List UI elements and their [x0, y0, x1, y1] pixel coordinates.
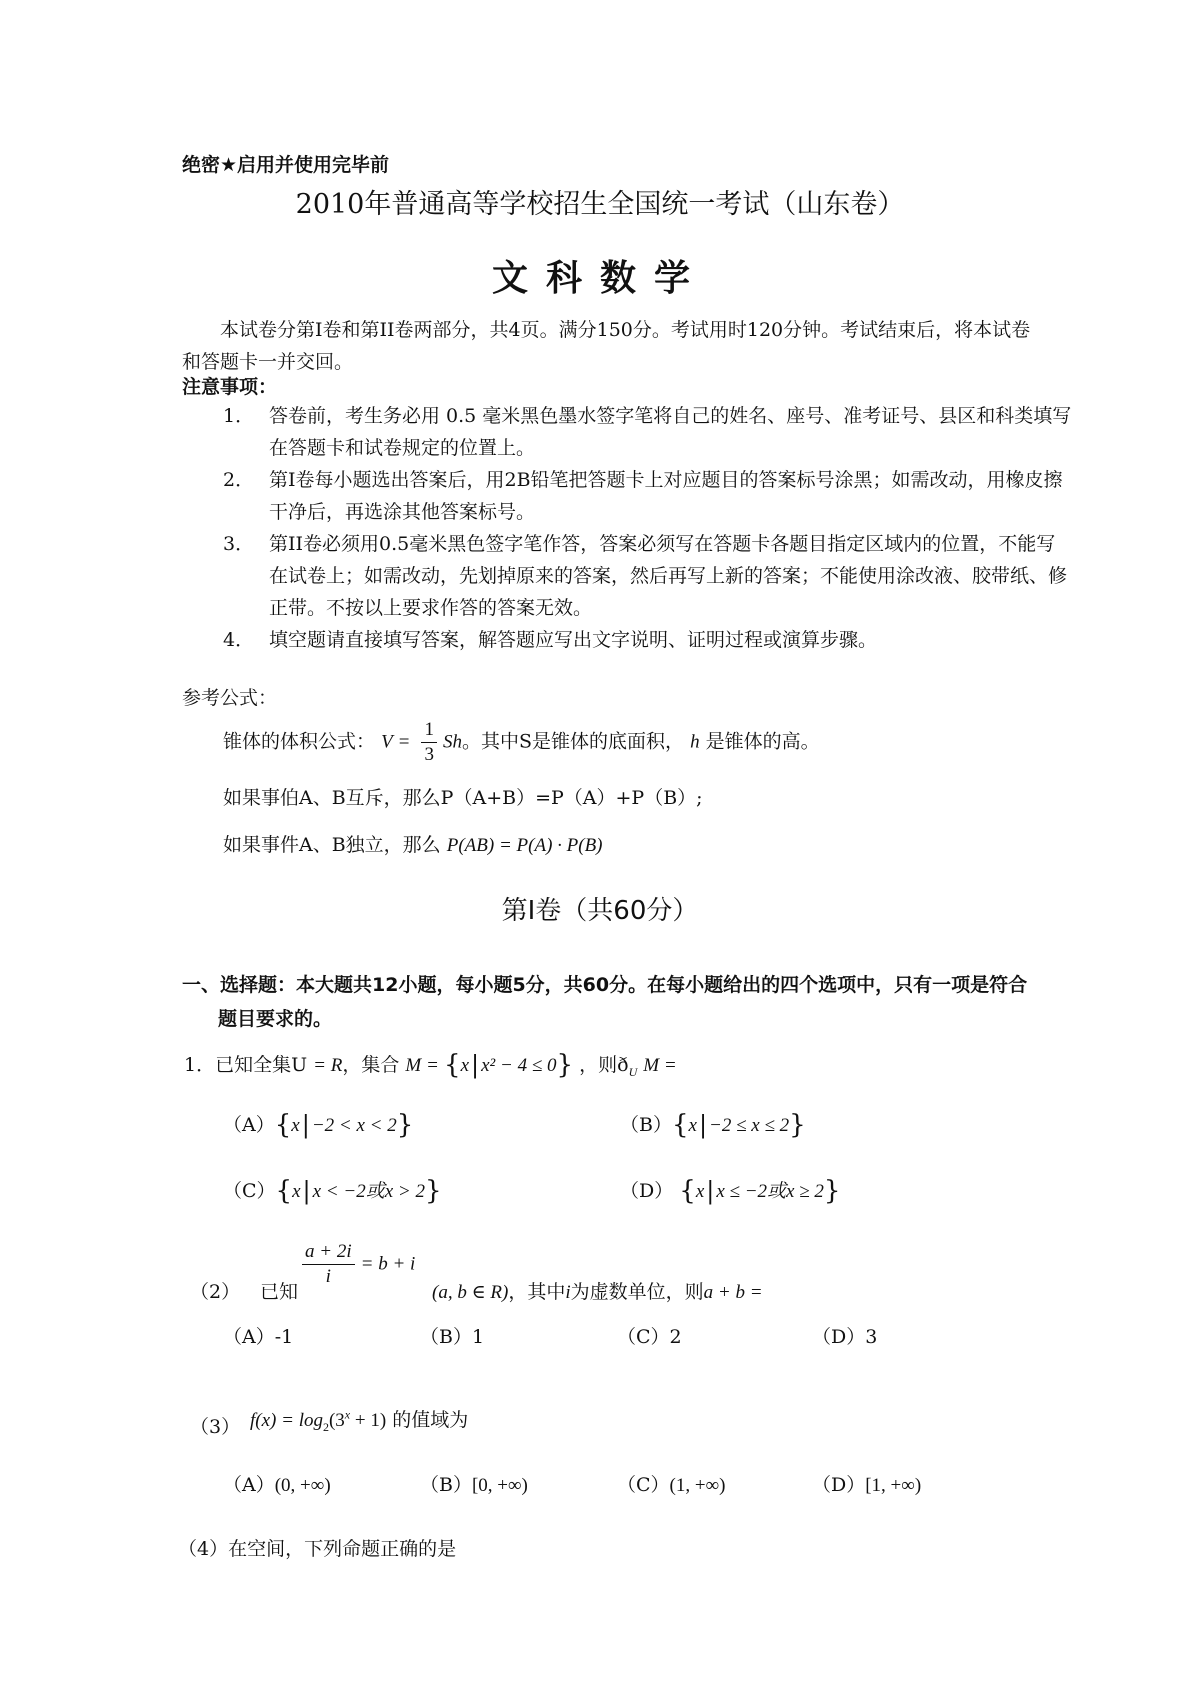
option-cond: −2 ≤ x ≤ 2	[709, 1115, 790, 1136]
option-label: （A）	[223, 1326, 275, 1348]
q1-set-var: x	[460, 1055, 470, 1076]
option-label: （C）	[617, 1474, 670, 1496]
option-value: (1, +∞)	[669, 1475, 726, 1496]
q2-domain: (a, b ∈ R)	[432, 1282, 509, 1303]
fraction-denominator: 3	[424, 744, 434, 765]
question-2-fraction	[302, 1240, 415, 1289]
q1-option-a: （A）{x| −2 < x < 2}	[223, 1110, 414, 1140]
intro-line-2: 后，将本试卷和答题卡一并交回。	[182, 319, 1031, 373]
option-cond: −2 < x < 2	[311, 1115, 397, 1136]
note-text: 第II卷必须用0.5毫米黑色签字笔作答，答案必须写在答题卡各题目指定区域内的位置，不能写在试卷上；如需改动，先划掉原来的答案，然后再写上新的答案；不能使用涂改液、胶带纸、修正带。不按以上要求作答的答案无效。	[269, 533, 1068, 619]
option-label: （D）	[812, 1474, 866, 1496]
q2-option-a	[223, 1322, 293, 1349]
formula-mutually-exclusive: 如果事伯A、B互斥，那么P（A+B）=P（A）+P（B）;	[223, 787, 703, 809]
reference-label: 参考公式：	[182, 687, 278, 709]
formula-prefix: 锥体的体积公式：	[223, 730, 376, 753]
fraction-one-third	[421, 718, 437, 767]
q3-suffix: 的值域为	[392, 1409, 469, 1431]
q1-option-c: （C）{x| x < −2或x > 2}	[223, 1176, 442, 1206]
option-value: 1	[471, 1326, 485, 1348]
math-v: V	[381, 731, 393, 753]
q1-m: M	[405, 1055, 422, 1076]
secret-label: 绝密★启用并使用完毕前	[182, 154, 390, 176]
q3-func: f(x) = log	[250, 1410, 323, 1431]
part-one-title: 第Ⅰ卷（共60分）	[501, 896, 699, 926]
option-value: [0, +∞)	[471, 1475, 528, 1496]
note-text: 第I卷每小题选出答案后，用2B铅笔把答题卡上对应题目的答案标号涂黑；如需改动，用橡皮擦干净后，再选涂其他答案标号。	[269, 469, 1063, 523]
note-item	[223, 528, 1074, 624]
formula-prefix: 如果事件A、B独立，那么	[223, 834, 441, 856]
intro-paragraph	[182, 314, 1032, 378]
note-item	[223, 464, 1074, 528]
question-3-number: （3）	[190, 1416, 241, 1438]
note-text: 填空题请直接填写答案，解答题应写出文字说明、证明过程或演算步骤。	[269, 629, 878, 651]
q2-option-b	[420, 1322, 484, 1349]
q1-complement-u: U	[628, 1064, 638, 1079]
option-label: （B）	[420, 1474, 472, 1496]
option-var: x	[292, 1181, 301, 1202]
option-value: (0, +∞)	[274, 1475, 331, 1496]
q3-exp: x	[344, 1407, 351, 1422]
q1-m-eq: M =	[643, 1055, 677, 1076]
formula-suffix-b: 是锥体的高。	[705, 730, 820, 753]
q2-ask: a + b =	[703, 1282, 763, 1303]
option-value: 3	[865, 1326, 878, 1348]
note-item	[223, 624, 1074, 656]
intro-line-1: 本试卷分第I卷和第II卷两部分，共4页。满分150分。考试用时120分钟。考试结束	[220, 319, 917, 341]
question-1-stem: 1．已知全集U = R，集合 M = {x| x² − 4 ≤ 0} ，则$ð_U$ M =	[184, 1050, 677, 1080]
note-number: 1．	[223, 405, 255, 427]
fraction-numerator: a + 2i	[302, 1240, 355, 1265]
math-h: h	[690, 731, 700, 753]
question-3-stem	[250, 1405, 468, 1435]
q2-text-b: ，其中	[508, 1281, 566, 1303]
option-var: x	[688, 1115, 697, 1136]
option-value: 2	[669, 1326, 682, 1348]
option-label: （C）	[617, 1326, 670, 1348]
q1-eq-r: = R	[313, 1055, 343, 1076]
note-item	[223, 400, 1074, 464]
question-2-known: 已知	[260, 1281, 299, 1303]
math-independence: P(AB) = P(A) · P(B)	[446, 835, 603, 856]
option-value: [1, +∞)	[865, 1475, 922, 1496]
option-value: -1	[274, 1326, 294, 1348]
exam-title: 2010年普通高等学校招生全国统一考试（山东卷）	[295, 189, 905, 220]
q2-text-c: 为虚数单位，则	[570, 1281, 704, 1303]
math-eq: =	[398, 731, 410, 753]
math-sh: Sh	[442, 731, 462, 753]
q3-arg2: + 1)	[350, 1410, 387, 1431]
q2-rhs: = b + i	[360, 1253, 416, 1275]
option-var: x	[291, 1115, 300, 1136]
q1-text-b: ，集合	[342, 1054, 400, 1076]
section-one-heading: 一、选择题：本大题共12小题，每小题5分，共60分。在每小题给出的四个选项中，只有一项是符合题目要求的。	[182, 974, 1028, 1030]
q1-option-d: （D） {x| x ≤ −2或x ≥ 2}	[620, 1176, 841, 1206]
option-label: （B）	[620, 1114, 672, 1136]
formula-cone-volume	[223, 718, 820, 767]
q3-option-b	[420, 1470, 528, 1497]
q1-option-b: （B）{x| −2 ≤ x ≤ 2}	[620, 1110, 806, 1140]
q3-arg: (3	[328, 1410, 345, 1431]
q2-option-d	[812, 1322, 877, 1349]
option-var: x	[695, 1181, 705, 1202]
q3-option-d	[812, 1470, 921, 1497]
question-4-stem: （4）在空间，下列命题正确的是	[178, 1538, 457, 1560]
q2-i: i	[565, 1282, 571, 1303]
option-label: （A）	[223, 1474, 275, 1496]
note-text: 答卷前，考生务必用 0.5 毫米黑色墨水签字笔将自己的姓名、座号、准考证号、县区和科类填写在答题卡和试卷规定的位置上。	[269, 405, 1072, 459]
option-cond: x < −2或x > 2	[312, 1181, 425, 1202]
q1-text-c: ，则	[579, 1054, 618, 1076]
question-2-stem	[432, 1277, 763, 1304]
note-number: 2．	[223, 469, 255, 491]
q3-option-c	[617, 1470, 725, 1497]
q1-text-a: 1．已知全集	[184, 1054, 292, 1076]
question-2-number: （2）	[190, 1281, 241, 1303]
fraction-denominator: i	[325, 1266, 331, 1287]
formula-independent	[223, 830, 603, 857]
option-cond: x ≤ −2或x ≥ 2	[716, 1181, 824, 1202]
subject-title: 文科数学	[491, 258, 708, 299]
option-label: （D）	[812, 1326, 866, 1348]
fraction-numerator: 1	[421, 718, 437, 743]
option-label: （D）	[620, 1180, 674, 1202]
q1-set-cond: x² − 4 ≤ 0	[481, 1055, 557, 1076]
q1-u: U	[291, 1054, 308, 1076]
option-label: （B）	[420, 1326, 472, 1348]
formula-suffix-a: 。其中S是锥体的底面积，	[461, 730, 685, 753]
note-number: 4．	[223, 629, 255, 651]
q3-log-base: 2	[322, 1419, 329, 1434]
q2-option-c	[617, 1322, 682, 1349]
note-number: 3．	[223, 533, 255, 555]
option-label: （C）	[223, 1180, 276, 1202]
q1-complement: ð	[617, 1054, 629, 1076]
notes-label: 注意事项：	[182, 376, 278, 398]
q3-option-a	[223, 1470, 331, 1497]
option-label: （A）	[223, 1114, 275, 1136]
